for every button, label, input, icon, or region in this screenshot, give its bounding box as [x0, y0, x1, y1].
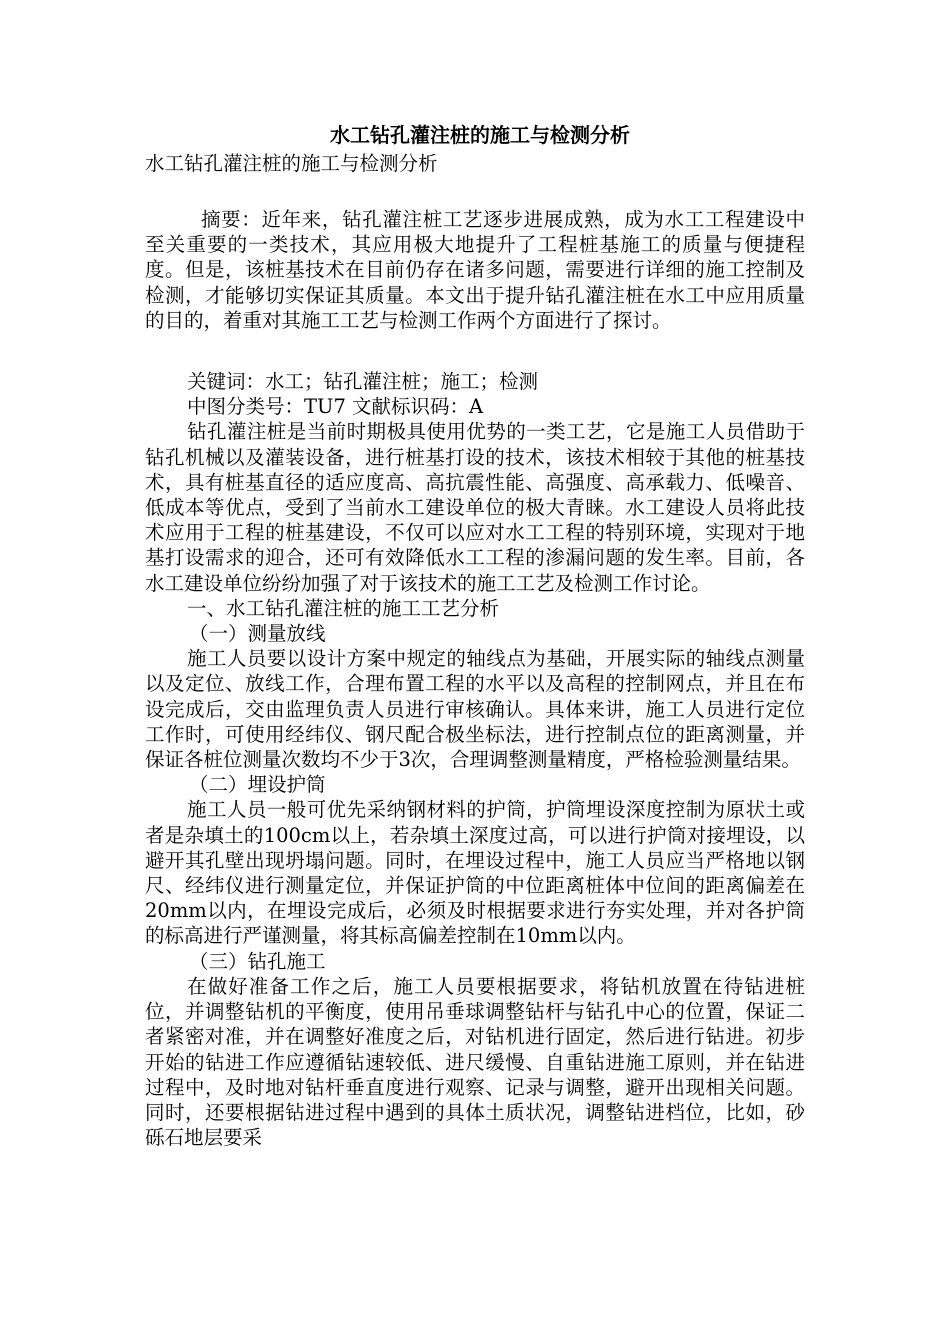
section-heading-1: 一、水工钻孔灌注桩的施工工艺分析: [187, 596, 500, 620]
survey-paragraph: 施工人员要以设计方案中规定的轴线点为基础，开展实际的轴线点测量以及定位、放线工作，合理布置工程的水平以及高程的控制网点，并且在布设完成后，交由监理负责人员进行审核确认。具体来讲，施工人员进行定位工作时，可使用经纬仪、钢尺配合极坐标法，进行控制点位的距离测量，并保证各桩位测量次数均不少于3次，合理调整测量精度，严格检验测量结果。: [145, 647, 805, 772]
subsection-heading-survey: （一）测量放线: [189, 622, 326, 646]
document-title: 水工钻孔灌注桩的施工与检测分析: [330, 123, 630, 147]
drilling-paragraph: 在做好准备工作之后，施工人员要根据要求，将钻机放置在待钻进桩位，并调整钻机的平衡度，使用吊垂球调整钻杆与钻孔中心的位置，保证二者紧密对准，并在调整好准度之后，对钻机进行固定，然后进行钻进。初步开始的钻进工作应遵循钻速较低、进尺缓慢、自重钻进施工原则，并在钻进过程中，及时地对钻杆垂直度进行观察、记录与调整，避开出现相关问题。同时，还要根据钻进过程中遇到的具体土质状况，调整钻进档位，比如，砂砾石地层要采: [145, 974, 805, 1150]
casing-paragraph: 施工人员一般可优先采纳钢材料的护筒，护筒埋设深度控制为原状土或者是杂填土的100cm以上，若杂填土深度过高，可以进行护筒对接埋设，以避开其孔壁出现坍塌问题。同时，在埋设过程中，施工人员应当严格地以钢尺、经纬仪进行测量定位，并保证护筒的中位距离桩体中位间的距离偏差在20mm以内，在埋设完成后，必须及时根据要求进行夯实处理，并对各护筒的标高进行严谨测量，将其标高偏差控制在10mm以内。: [145, 798, 805, 948]
intro-paragraph: 钻孔灌注桩是当前时期极具使用优势的一类工艺，它是施工人员借助于钻孔机械以及灌装设备，进行桩基打设的技术，该技术相较于其他的桩基技术，具有桩基直径的适应度高、高抗震性能、高强度、高承载力、低噪音、低成本等优点，受到了当前水工建设单位的极大青睐。水工建设人员将此技术应用于工程的桩基建设，不仅可以应对水工工程的特别环境，实现对于地基打设需求的迎合，还可有效降低水工工程的渗漏问题的发生率。目前，各水工建设单位纷纷加强了对于该技术的施工工艺及检测工作讨论。: [145, 420, 805, 595]
document-body: [145, 120, 805, 1150]
subsection-heading-casing: （二）埋设护筒: [189, 773, 326, 797]
subsection-heading-drilling: （三）钻孔施工: [189, 949, 326, 973]
keywords-line: 关键词：水工；钻孔灌注桩；施工；检测: [187, 370, 539, 394]
document-subtitle: 水工钻孔灌注桩的施工与检测分析: [145, 152, 438, 175]
classification-line: 中图分类号：TU7 文献标识码：A: [187, 395, 484, 419]
abstract-paragraph: 摘要：近年来，钻孔灌注桩工艺逐步进展成熟，成为水工工程建设中至关重要的一类技术，其应用极大地提升了工程桩基施工的质量与便捷程度。但是，该桩基技术在目前仍存在诸多问题，需要进行详细的施工控制及检测，才能够切实保证其质量。本文出于提升钻孔灌注桩在水工中应用质量的目的，着重对其施工工艺与检测工作两个方面进行了探讨。: [145, 208, 805, 332]
